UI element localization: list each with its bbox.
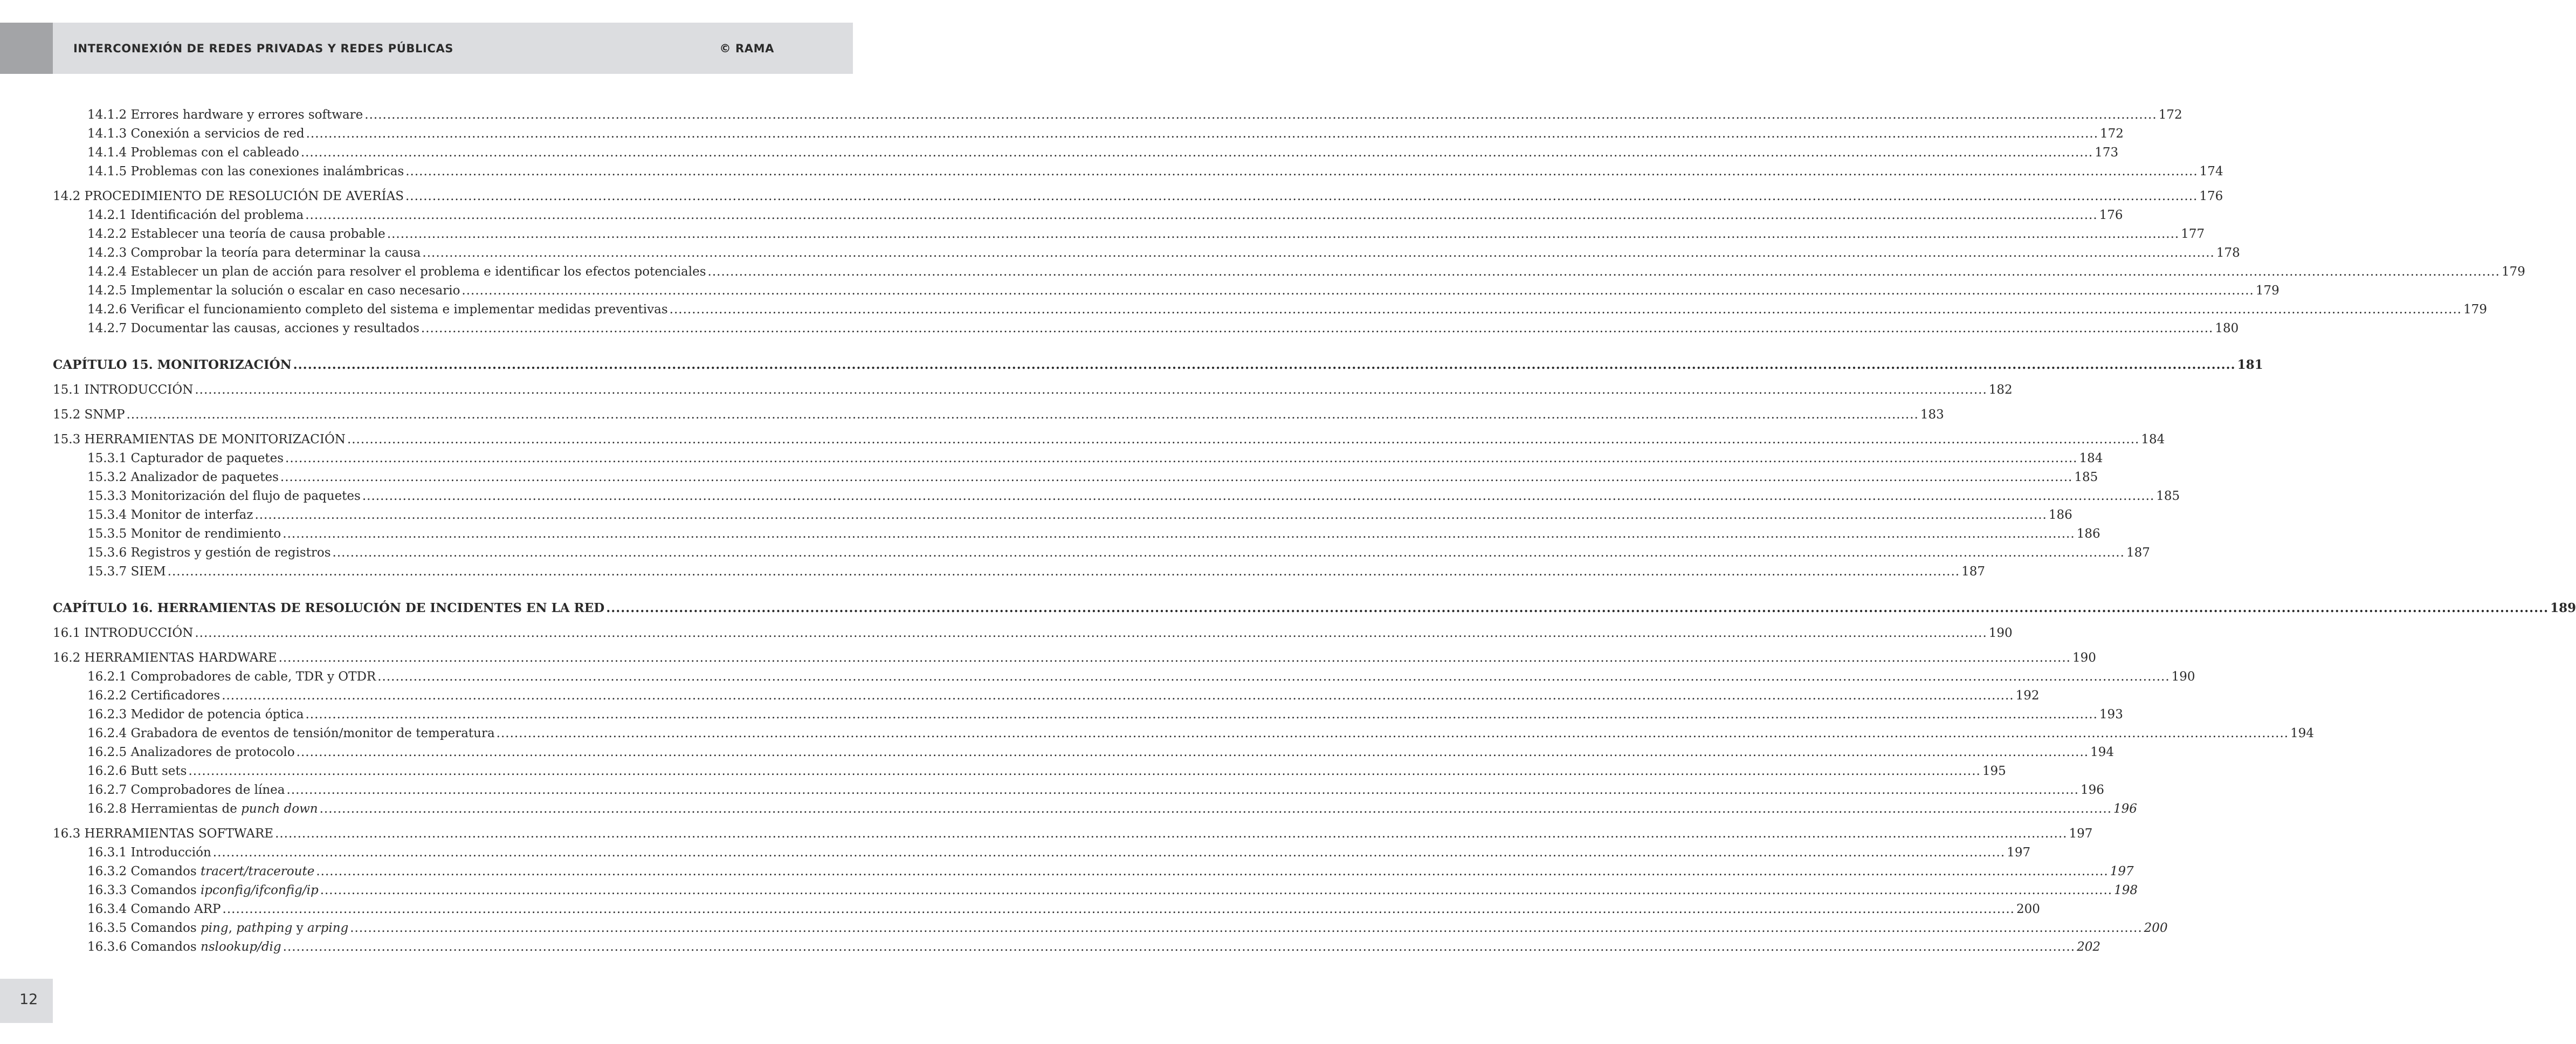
toc-entry-page: 194 xyxy=(2090,745,2114,759)
toc-entry-title: 16.3.2 Comandos tracert/traceroute xyxy=(87,864,315,878)
toc-entry-page: 184 xyxy=(2079,451,2103,465)
dot-leader: ................................................................................................................................................................................................................................................................................................................................................................................................................ xyxy=(462,284,2254,298)
dot-leader: ................................................................................................................................................................................................................................................................................................................................................................................................................ xyxy=(305,208,2098,222)
toc-entry-title: 14.1.4 Problemas con el cableado xyxy=(87,146,299,160)
toc-entry[interactable] xyxy=(53,668,2195,686)
toc-entry[interactable] xyxy=(53,106,2182,124)
dot-leader: ................................................................................................................................................................................................................................................................................................................................................................................................................ xyxy=(300,146,2093,160)
toc-entry-title: 14.1.2 Errores hardware y errores software xyxy=(87,108,363,122)
toc-entry-title: 15.3.5 Monitor de rendimiento xyxy=(87,527,281,541)
toc-entry[interactable] xyxy=(53,206,2123,224)
table-of-contents xyxy=(53,0,2576,1044)
header-tab-block xyxy=(0,23,53,74)
dot-leader: ................................................................................................................................................................................................................................................................................................................................................................................................................ xyxy=(320,883,2113,897)
toc-entry[interactable] xyxy=(53,900,2040,918)
toc-entry-title: 16.1 INTRODUCCIÓN xyxy=(53,626,194,640)
dot-leader: ................................................................................................................................................................................................................................................................................................................................................................................................................ xyxy=(195,626,1987,640)
toc-entry-title: 15.3.7 SIEM xyxy=(87,565,166,579)
toc-entry-title: 15.2 SNMP xyxy=(53,408,125,422)
toc-entry[interactable] xyxy=(53,449,2103,468)
toc-entry-page: 186 xyxy=(2076,527,2100,541)
dot-leader: ................................................................................................................................................................................................................................................................................................................................................................................................................ xyxy=(305,708,2098,722)
toc-entry-page: 197 xyxy=(2007,846,2031,860)
dot-leader: ................................................................................................................................................................................................................................................................................................................................................................................................................ xyxy=(362,489,2155,503)
toc-entry[interactable] xyxy=(53,762,2006,780)
toc-entry-page: 187 xyxy=(2126,546,2150,560)
dot-leader: ................................................................................................................................................................................................................................................................................................................................................................................................................ xyxy=(283,940,2076,954)
toc-entry-title: 15.1 INTRODUCCIÓN xyxy=(53,383,194,397)
toc-entry-title: 14.2.7 Documentar las causas, acciones y resultados xyxy=(87,321,419,335)
toc-entry[interactable] xyxy=(53,430,2165,449)
toc-entry-page: 183 xyxy=(1920,408,1944,422)
dot-leader: ................................................................................................................................................................................................................................................................................................................................................................................................................ xyxy=(278,651,2071,665)
toc-entry[interactable] xyxy=(53,319,2239,338)
toc-entry-page: 196 xyxy=(2113,802,2137,816)
toc-entry-title: 16.3.4 Comando ARP xyxy=(87,902,221,916)
toc-entry-page: 186 xyxy=(2048,508,2072,522)
dot-leader: ................................................................................................................................................................................................................................................................................................................................................................................................................ xyxy=(347,432,2140,447)
toc-entry-page: 196 xyxy=(2080,783,2104,797)
toc-entry-page: 192 xyxy=(2015,689,2040,703)
toc-entry-page: 182 xyxy=(1988,383,2013,397)
dot-leader: ................................................................................................................................................................................................................................................................................................................................................................................................................ xyxy=(296,745,2089,759)
toc-entry-page: 200 xyxy=(2144,921,2168,935)
toc-entry-page: 185 xyxy=(2074,470,2098,484)
toc-entry[interactable] xyxy=(53,825,2093,843)
toc-entry[interactable] xyxy=(53,263,2525,281)
toc-entry[interactable] xyxy=(53,705,2123,724)
toc-entry-page: 185 xyxy=(2156,489,2180,503)
toc-entry-page: 172 xyxy=(2158,108,2182,122)
dot-leader: ................................................................................................................................................................................................................................................................................................................................................................................................................ xyxy=(222,902,2015,916)
dot-leader: ................................................................................................................................................................................................................................................................................................................................................................................................................ xyxy=(212,846,2006,860)
dot-leader: ................................................................................................................................................................................................................................................................................................................................................................................................................ xyxy=(669,303,2462,317)
toc-entry-page: 194 xyxy=(2290,726,2314,740)
toc-entry-title: 16.2.7 Comprobadores de línea xyxy=(87,783,285,797)
toc-entry-title: 14.1.5 Problemas con las conexiones inalámbricas xyxy=(87,164,404,178)
toc-entry[interactable] xyxy=(53,862,2134,881)
toc-entry[interactable] xyxy=(53,162,2223,181)
toc-entry[interactable] xyxy=(53,624,2013,642)
dot-leader: ................................................................................................................................................................................................................................................................................................................................................................................................................ xyxy=(222,689,2014,703)
toc-entry[interactable] xyxy=(53,406,1944,424)
toc-entry-page: 190 xyxy=(2171,670,2195,684)
dot-leader: ................................................................................................................................................................................................................................................................................................................................................................................................................ xyxy=(350,921,2143,935)
toc-entry-title: 15.3.2 Analizador de paquetes xyxy=(87,470,279,484)
toc-entry-title: 14.2 PROCEDIMIENTO DE RESOLUCIÓN DE AVERÍAS xyxy=(53,189,404,203)
dot-leader: ................................................................................................................................................................................................................................................................................................................................................................................................................ xyxy=(387,227,2180,241)
toc-entry[interactable] xyxy=(53,781,2104,799)
toc-entry-page: 187 xyxy=(1961,565,1985,579)
toc-entry-title: 16.3.6 Comandos nslookup/dig xyxy=(87,940,281,954)
toc-entry[interactable] xyxy=(53,281,2279,300)
toc-entry[interactable] xyxy=(53,381,2013,399)
toc-entry[interactable] xyxy=(53,843,2031,862)
toc-entry[interactable] xyxy=(53,143,2119,162)
toc-entry-title: 15.3.3 Monitorización del flujo de paquetes xyxy=(87,489,361,503)
toc-entry-page: 179 xyxy=(2255,284,2279,298)
toc-entry[interactable] xyxy=(53,356,2263,374)
toc-entry[interactable] xyxy=(53,525,2100,543)
dot-leader: ................................................................................................................................................................................................................................................................................................................................................................................................................ xyxy=(421,321,2214,335)
toc-entry-page: 200 xyxy=(2016,902,2040,916)
dot-leader: ................................................................................................................................................................................................................................................................................................................................................................................................................ xyxy=(707,265,2500,279)
dot-leader: ................................................................................................................................................................................................................................................................................................................................................................................................................ xyxy=(275,827,2068,841)
toc-entry-page: 193 xyxy=(2099,708,2123,722)
dot-leader: ................................................................................................................................................................................................................................................................................................................................................................................................................ xyxy=(496,726,2289,740)
toc-entry-page: 180 xyxy=(2215,321,2239,335)
toc-entry[interactable] xyxy=(53,506,2072,524)
toc-entry-title: 16.2 HERRAMIENTAS HARDWARE xyxy=(53,651,277,665)
toc-entry-page: 190 xyxy=(2072,651,2096,665)
toc-entry-title: 16.2.8 Herramientas de punch down xyxy=(87,802,318,816)
dot-leader: ................................................................................................................................................................................................................................................................................................................................................................................................................ xyxy=(405,189,2198,203)
dot-leader: ................................................................................................................................................................................................................................................................................................................................................................................................................ xyxy=(283,527,2075,541)
toc-entry-title: 16.2.3 Medidor de potencia óptica xyxy=(87,708,304,722)
dot-leader: ................................................................................................................................................................................................................................................................................................................................................................................................................ xyxy=(126,408,1919,422)
toc-entry-page: 178 xyxy=(2216,246,2240,260)
dot-leader: ................................................................................................................................................................................................................................................................................................................................................................................................................ xyxy=(286,783,2079,797)
toc-entry-title: 14.2.5 Implementar la solución o escalar en caso necesario xyxy=(87,284,460,298)
toc-entry-title: CAPÍTULO 15. MONITORIZACIÓN xyxy=(53,358,292,372)
toc-entry-page: 173 xyxy=(2095,146,2119,160)
toc-entry-title: 16.3.3 Comandos ipconfig/ifconfig/ip xyxy=(87,883,319,897)
toc-entry-page: 172 xyxy=(2100,127,2124,141)
toc-entry[interactable] xyxy=(53,800,2137,818)
toc-entry[interactable] xyxy=(53,743,2114,761)
dot-leader: ................................................................................................................................................................................................................................................................................................................................................................................................................ xyxy=(316,864,2109,878)
dot-leader: ................................................................................................................................................................................................................................................................................................................................................................................................................ xyxy=(167,565,1960,579)
toc-entry-page: 197 xyxy=(2110,864,2134,878)
toc-entry-page: 176 xyxy=(2199,189,2223,203)
toc-entry-title: 16.3.5 Comandos ping, pathping y arping xyxy=(87,921,349,935)
toc-entry-page: 184 xyxy=(2141,432,2165,447)
toc-entry-title: 15.3.1 Capturador de paquetes xyxy=(87,451,284,465)
toc-entry[interactable] xyxy=(53,300,2487,319)
toc-entry-title: 15.3.4 Monitor de interfaz xyxy=(87,508,253,522)
page-number: 12 xyxy=(19,991,38,1008)
toc-entry-page: 179 xyxy=(2463,303,2487,317)
toc-entry-title: 14.2.2 Establecer una teoría de causa probable xyxy=(87,227,385,241)
toc-entry-page: 177 xyxy=(2181,227,2205,241)
toc-entry-title: CAPÍTULO 16. HERRAMIENTAS DE RESOLUCIÓN DE INCIDENTES EN LA RED xyxy=(53,601,605,615)
book-title: INTERCONEXIÓN DE REDES PRIVADAS Y REDES PÚBLICAS xyxy=(73,42,454,55)
toc-entry-page: 179 xyxy=(2501,265,2525,279)
toc-entry[interactable] xyxy=(53,187,2223,205)
toc-entry-title: 14.2.4 Establecer un plan de acción para resolver el problema e identificar los efectos potenciales xyxy=(87,265,706,279)
toc-entry-page: 195 xyxy=(1982,764,2006,778)
toc-entry-page: 190 xyxy=(1988,626,2013,640)
toc-entry-page: 174 xyxy=(2199,164,2223,178)
toc-entry[interactable] xyxy=(53,938,2100,956)
toc-entry-title: 14.2.3 Comprobar la teoría para determinar la causa xyxy=(87,246,421,260)
toc-entry[interactable] xyxy=(53,487,2180,505)
toc-entry-page: 198 xyxy=(2114,883,2138,897)
dot-leader: ................................................................................................................................................................................................................................................................................................................................................................................................................ xyxy=(319,802,2112,816)
toc-entry-page: 202 xyxy=(2077,940,2100,954)
dot-leader: ................................................................................................................................................................................................................................................................................................................................................................................................................ xyxy=(306,127,2099,141)
dot-leader: ................................................................................................................................................................................................................................................................................................................................................................................................................ xyxy=(188,764,1981,778)
toc-entry[interactable] xyxy=(53,724,2314,743)
toc-entry-title: 15.3 HERRAMIENTAS DE MONITORIZACIÓN xyxy=(53,432,346,447)
dot-leader: ................................................................................................................................................................................................................................................................................................................................................................................................................ xyxy=(332,546,2125,560)
toc-entry-title: 15.3.6 Registros y gestión de registros xyxy=(87,546,331,560)
dot-leader: ................................................................................................................................................................................................................................................................................................................................................................................................................ xyxy=(254,508,2047,522)
toc-entry-title: 14.2.1 Identificación del problema xyxy=(87,208,304,222)
toc-entry[interactable] xyxy=(53,881,2138,899)
publisher-label: © RAMA xyxy=(719,42,774,55)
dot-leader: ................................................................................................................................................................................................................................................................................................................................................................................................................ xyxy=(280,470,2073,484)
dot-leader: ................................................................................................................................................................................................................................................................................................................................................................................................................ xyxy=(377,670,2170,684)
toc-entry-title: 16.2.2 Certificadores xyxy=(87,689,221,703)
dot-leader: ................................................................................................................................................................................................................................................................................................................................................................................................................ xyxy=(285,451,2078,465)
toc-entry-title: 16.2.4 Grabadora de eventos de tensión/monitor de temperatura xyxy=(87,726,495,740)
dot-leader: ................................................................................................................................................................................................................................................................................................................................................................................................................ xyxy=(293,358,2236,372)
toc-entry[interactable] xyxy=(53,919,2168,937)
toc-entry-page: 181 xyxy=(2237,358,2263,372)
toc-entry-title: 16.3 HERRAMIENTAS SOFTWARE xyxy=(53,827,274,841)
toc-entry[interactable] xyxy=(53,562,1985,581)
toc-entry[interactable] xyxy=(53,125,2124,143)
toc-entry[interactable] xyxy=(53,544,2150,562)
toc-entry-title: 16.2.5 Analizadores de protocolo xyxy=(87,745,295,759)
dot-leader: ................................................................................................................................................................................................................................................................................................................................................................................................................ xyxy=(195,383,1987,397)
toc-entry-page: 176 xyxy=(2099,208,2123,222)
dot-leader: ................................................................................................................................................................................................................................................................................................................................................................................................................ xyxy=(422,246,2215,260)
toc-entry-page: 189 xyxy=(2550,601,2576,615)
toc-entry[interactable] xyxy=(53,468,2098,486)
dot-leader: ................................................................................................................................................................................................................................................................................................................................................................................................................ xyxy=(364,108,2157,122)
toc-entry[interactable] xyxy=(53,599,2576,617)
toc-entry-title: 14.2.6 Verificar el funcionamiento completo del sistema e implementar medidas preventivas xyxy=(87,303,668,317)
dot-leader: ................................................................................................................................................................................................................................................................................................................................................................................................................ xyxy=(405,164,2198,178)
toc-entry-title: 16.2.6 Butt sets xyxy=(87,764,187,778)
toc-entry[interactable] xyxy=(53,244,2240,262)
toc-entry-title: 14.1.3 Conexión a servicios de red xyxy=(87,127,305,141)
dot-leader: ................................................................................................................................................................................................................................................................................................................................................................................................................ xyxy=(606,601,2549,615)
toc-entry-title: 16.3.1 Introducción xyxy=(87,846,211,860)
toc-entry[interactable] xyxy=(53,686,2040,705)
toc-entry[interactable] xyxy=(53,225,2205,243)
toc-entry-page: 197 xyxy=(2069,827,2093,841)
toc-entry[interactable] xyxy=(53,649,2096,667)
toc-entry-title: 16.2.1 Comprobadores de cable, TDR y OTDR xyxy=(87,670,376,684)
